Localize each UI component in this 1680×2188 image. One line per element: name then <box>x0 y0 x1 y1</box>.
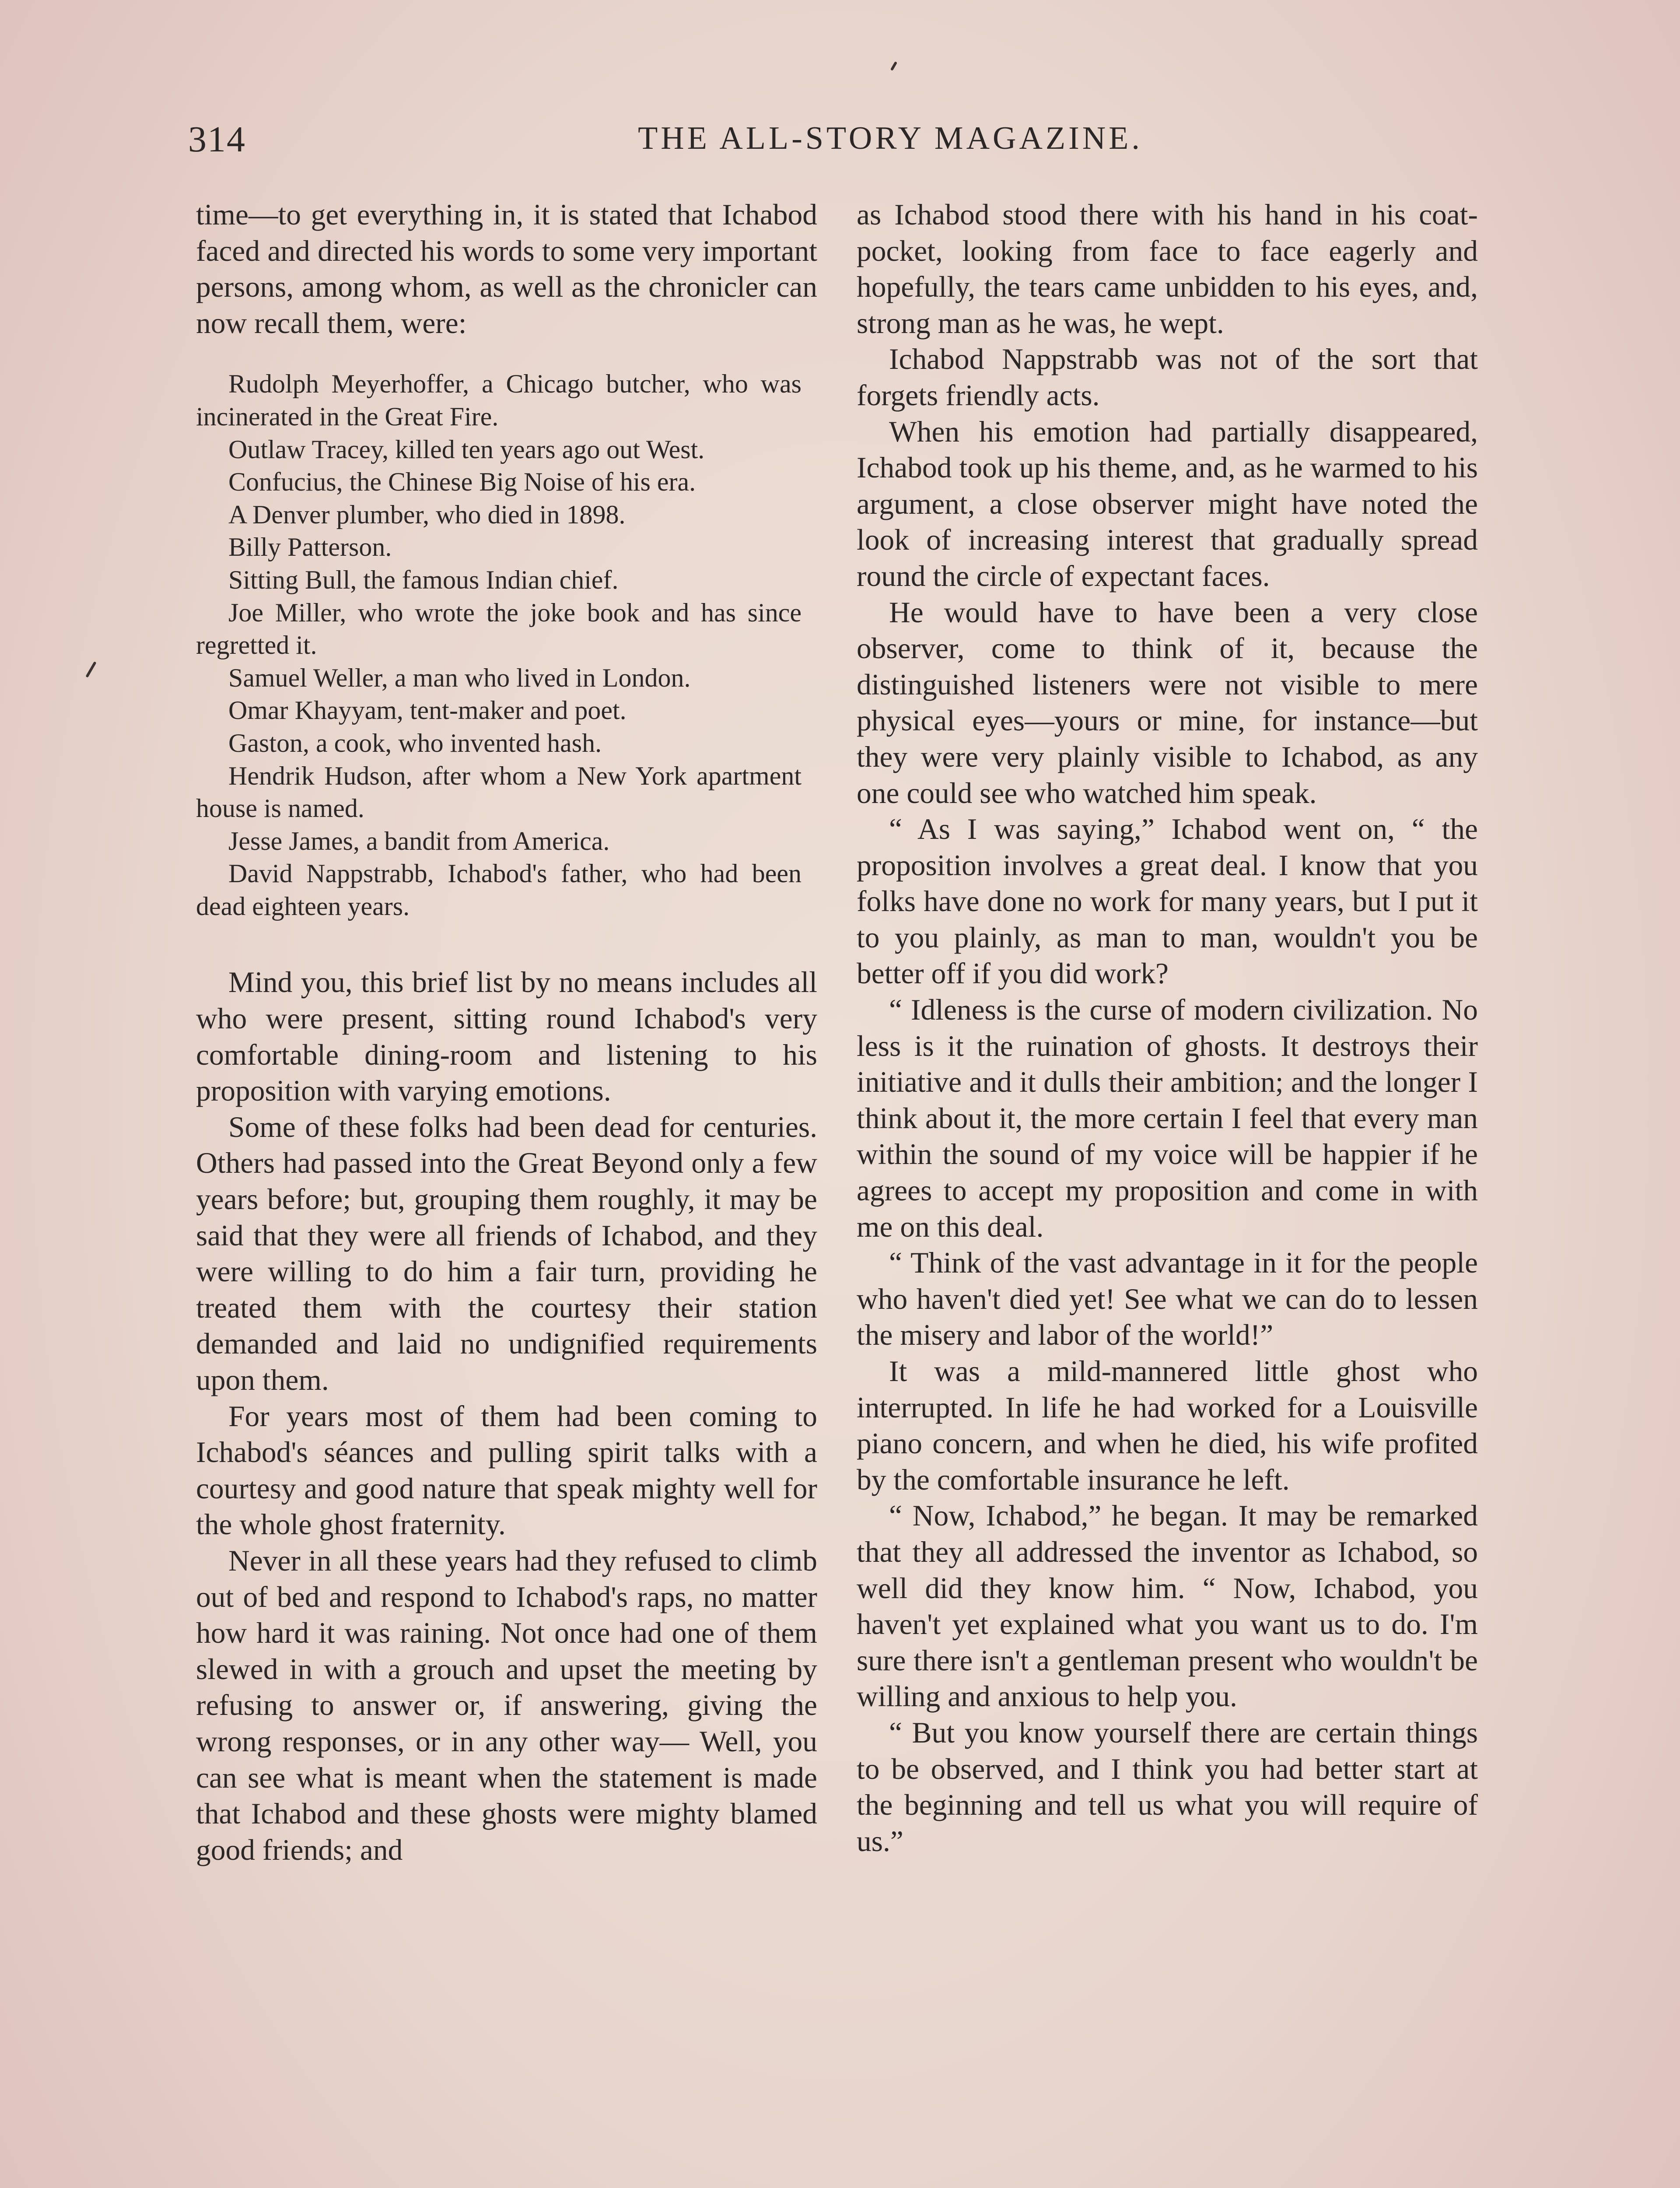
left-column <box>196 197 817 1868</box>
list-item: Samuel Weller, a man who lived in London. <box>228 663 691 692</box>
list-item: Confucius, the Chinese Big Noise of his era. <box>228 467 696 497</box>
list-item: Outlaw Tracey, killed ten years ago out West. <box>228 435 705 464</box>
ink-speck <box>890 61 897 71</box>
body-paragraph: When his emotion had partially disappeared, Ichabod took up his theme, and, as he warmed to his argument, a close observer might have noted the look of increasing interest that gradually spread round the circle of expectant faces. <box>857 415 1478 593</box>
ink-speck <box>85 661 96 678</box>
list-item: David Nappstrabb, Ichabod's father, who had been dead eighteen years. <box>196 859 802 921</box>
right-column <box>857 197 1478 1859</box>
body-paragraph: “ Idleness is the curse of modern civilization. No less is it the ruination of ghosts. It destroys their initiative and it dulls their ambition; and the longer I think about it, the more certain I feel that every man within the sound of my voice will be happier if he agrees to accept my proposition and come in with me on this deal. <box>857 993 1478 1243</box>
continuation-paragraph: as Ichabod stood there with his hand in his coat-pocket, looking from face to face eagerly and hopefully, the tears came unbidden to his eyes, and, strong man as he was, he wept. <box>857 198 1478 340</box>
page-number: 314 <box>188 119 246 160</box>
ghost-list <box>196 368 817 922</box>
list-item: Omar Khayyam, tent-maker and poet. <box>228 696 626 725</box>
list-item: Billy Patterson. <box>228 533 392 562</box>
body-paragraph: “ Now, Ichabod,” he began. It may be remarked that they all addressed the inventor as Ichabod, so well did they know him. “ Now, Ichabod, you haven't yet explained what you want us to do. I'm sure there isn't a gentleman present who wouldn't be willing and anxious to help you. <box>857 1499 1478 1713</box>
running-head: THE ALL-STORY MAGAZINE. <box>638 120 1143 156</box>
body-paragraph: “ Think of the vast advantage in it for the people who haven't died yet! See what we can do to lessen the misery and labor of the world!” <box>857 1246 1478 1352</box>
intro-paragraph: time—to get everything in, it is stated that Ichabod faced and directed his words to some very important persons, among whom, as well as the chronicler can now recall them, were: <box>196 198 817 340</box>
list-item: Joe Miller, who wrote the joke book and has since regretted it. <box>196 598 802 660</box>
body-paragraph: Ichabod Nappstrabb was not of the sort that forgets friendly acts. <box>857 343 1478 412</box>
list-item: Jesse James, a bandit from America. <box>228 826 610 856</box>
body-paragraph: For years most of them had been coming to Ichabod's séances and pulling spirit talks with a courtesy and good nature that speak mighty well for the whole ghost fraternity. <box>196 1399 817 1541</box>
list-item: Rudolph Meyerhoffer, a Chicago butcher, who was incinerated in the Great Fire. <box>196 369 802 431</box>
body-paragraph: “ As I was saying,” Ichabod went on, “ the proposition involves a great deal. I know that you folks have done no work for many years, but I put it to you plainly, as man to man, wouldn't you be better off if you did work? <box>857 813 1478 990</box>
body-paragraph: Some of these folks had been dead for centuries. Others had passed into the Great Beyond only a few years before; but, grouping them roughly, it may be said that they were all friends of Ichabod, and they were willing to do him a fair turn, providing he treated them with the courtesy their station demanded and laid no undignified requirements upon them. <box>196 1110 817 1396</box>
list-item: Hendrik Hudson, after whom a New York apartment house is named. <box>196 761 802 823</box>
body-paragraph: He would have to have been a very close observer, come to think of it, because the distinguished listeners were not visible to mere physical eyes—yours or mine, for instance—but they were very plainly visible to Ichabod, as any one could see who watched him speak. <box>857 596 1478 810</box>
list-item: Sitting Bull, the famous Indian chief. <box>228 565 619 594</box>
list-item: A Denver plumber, who died in 1898. <box>228 500 626 529</box>
body-paragraph: “ But you know yourself there are certain things to be observed, and I think you had better start at the beginning and tell us what you will require of us.” <box>857 1716 1478 1858</box>
list-item: Gaston, a cook, who invented hash. <box>228 728 602 757</box>
body-paragraph: Never in all these years had they refused to climb out of bed and respond to Ichabod's raps, no matter how hard it was raining. Not once had one of them slewed in with a grouch and upset the meeting by refusing to answer or, if answering, giving the wrong responses, or in any other way— Well, you can see what is meant when the statement is made that Ichabod and these ghosts were mighty blamed good friends; and <box>196 1544 817 1866</box>
body-paragraph: Mind you, this brief list by no means includes all who were present, sitting round Ichabod's very comfortable dining-room and listening to his proposition with varying emotions. <box>196 966 817 1108</box>
body-paragraph: It was a mild-mannered little ghost who interrupted. In life he had worked for a Louisville piano concern, and when he died, his wife profited by the comfortable insurance he left. <box>857 1355 1478 1496</box>
